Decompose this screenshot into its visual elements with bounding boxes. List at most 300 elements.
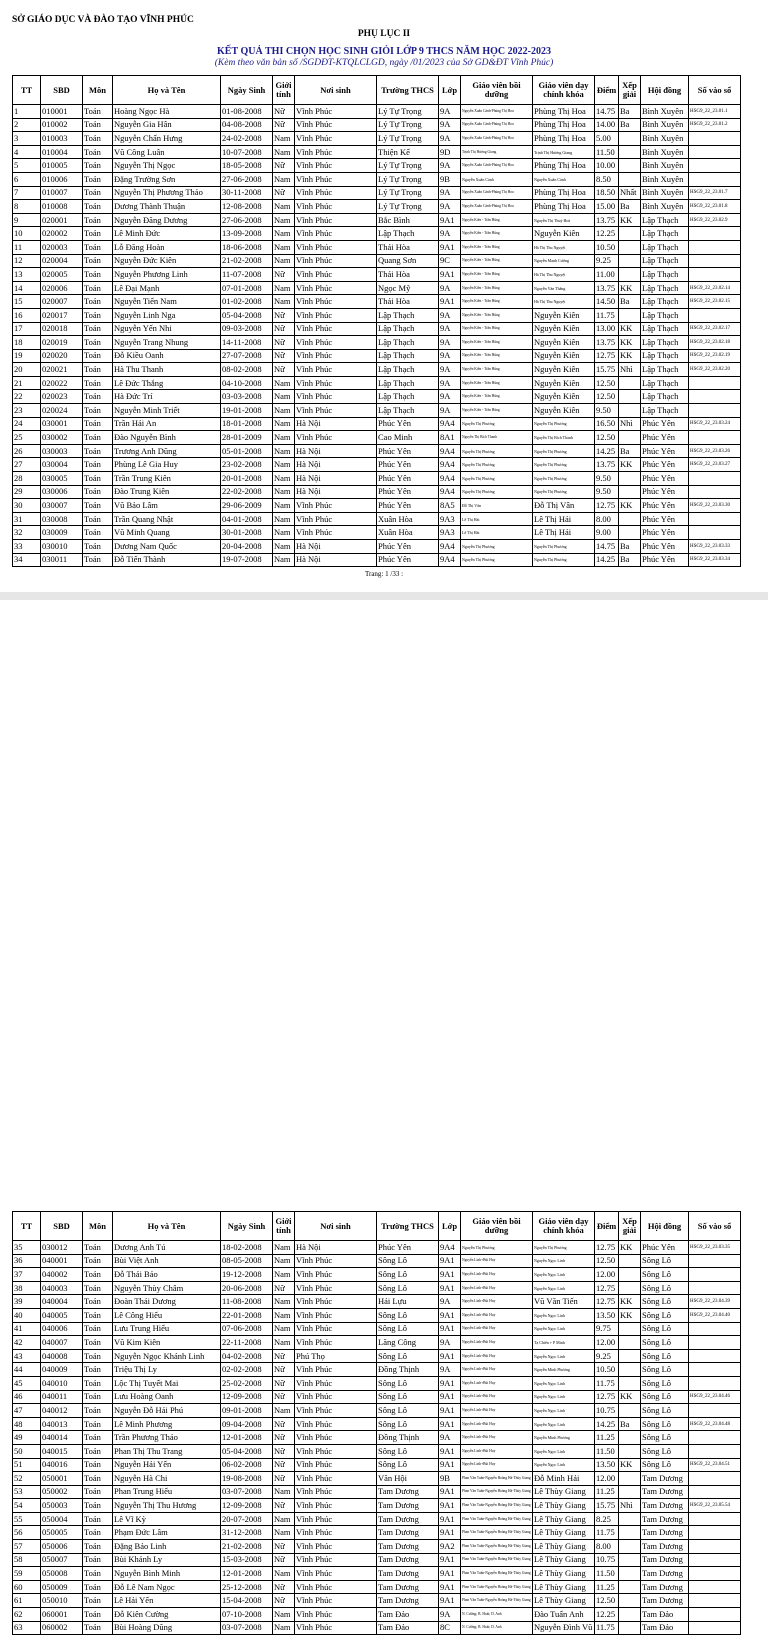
cell-sbd: 020007	[41, 295, 83, 309]
cell-school: Sông Lô	[377, 1268, 439, 1282]
cell-birth-date: 15-03-2008	[221, 1553, 273, 1567]
cell-birth-date: 18-06-2008	[221, 240, 273, 254]
cell-gender: Nữ	[273, 268, 295, 282]
cell-award: KK	[619, 1295, 641, 1309]
table-row	[13, 213, 741, 227]
cell-registry-number	[689, 308, 741, 322]
cell-council: Phúc Yên	[641, 485, 689, 499]
cell-subject: Toán	[83, 1472, 113, 1486]
cell-registry-number	[689, 512, 741, 526]
cell-council: Tam Dương	[641, 1553, 689, 1567]
cell-full-name: Trương Anh Dũng	[113, 444, 221, 458]
cell-sbd: 010008	[41, 200, 83, 214]
table-row	[13, 240, 741, 254]
cell-class: 8A5	[439, 499, 461, 513]
cell-award: Nhì	[619, 417, 641, 431]
cell-tt: 47	[13, 1404, 41, 1418]
cell-training-teacher: Nguyễn Kiên - Trần Hùng	[461, 268, 533, 282]
cell-tt: 38	[13, 1281, 41, 1295]
cell-score: 13.50	[595, 1308, 619, 1322]
cell-birthplace: Vĩnh Phúc	[295, 1621, 377, 1635]
cell-sbd: 030006	[41, 485, 83, 499]
cell-sbd: 030003	[41, 444, 83, 458]
cell-score: 15.75	[595, 1499, 619, 1513]
cell-score: 13.75	[595, 281, 619, 295]
cell-birthplace: Vĩnh Phúc	[295, 240, 377, 254]
cell-class: 9A1	[439, 1526, 461, 1540]
cell-school: Xuân Hòa	[377, 526, 439, 540]
cell-score: 9.50	[595, 485, 619, 499]
cell-score: 11.25	[595, 1431, 619, 1445]
cell-class: 9A1	[439, 1268, 461, 1282]
cell-award: KK	[619, 336, 641, 350]
cell-birth-date: 12-08-2008	[221, 200, 273, 214]
column-header-subject: Môn	[83, 76, 113, 105]
cell-birthplace: Vĩnh Phúc	[295, 1472, 377, 1486]
cell-council: Phúc Yên	[641, 540, 689, 554]
table-row	[13, 390, 741, 404]
cell-score: 14.25	[595, 444, 619, 458]
cell-birthplace: Vĩnh Phúc	[295, 1336, 377, 1350]
cell-birthplace: Vĩnh Phúc	[295, 1268, 377, 1282]
cell-council: Lập Thạch	[641, 376, 689, 390]
cell-class: 9A	[439, 200, 461, 214]
cell-gender: Nam	[273, 499, 295, 513]
cell-school: Sông Lô	[377, 1308, 439, 1322]
cell-sbd: 020005	[41, 268, 83, 282]
table-row	[13, 172, 741, 186]
cell-birth-date: 19-01-2008	[221, 404, 273, 418]
cell-registry-number: HSG9_22_23.02.18	[689, 336, 741, 350]
table-row	[13, 105, 741, 119]
cell-training-teacher: Nguyễn Thị Phương	[461, 1241, 533, 1255]
cell-training-teacher: Nguyễn Linh+Bùi Huy	[461, 1431, 533, 1445]
cell-gender: Nữ	[273, 336, 295, 350]
table-body	[13, 105, 741, 567]
cell-subject: Toán	[83, 295, 113, 309]
table-row	[13, 200, 741, 214]
cell-award	[619, 1254, 641, 1268]
cell-registry-number	[689, 1485, 741, 1499]
cell-award: KK	[619, 458, 641, 472]
cell-birthplace: Vĩnh Phúc	[295, 499, 377, 513]
table-body	[13, 1241, 741, 1635]
cell-training-teacher: Nguyễn Linh+Bùi Huy	[461, 1308, 533, 1322]
cell-main-teacher: Vũ Văn Tiến	[533, 1295, 595, 1309]
cell-gender: Nam	[273, 1322, 295, 1336]
cell-council: Lập Thạch	[641, 213, 689, 227]
cell-birthplace: Vĩnh Phúc	[295, 132, 377, 146]
cell-registry-number	[689, 1553, 741, 1567]
cell-school: Lập Thạch	[377, 376, 439, 390]
cell-school: Tam Dương	[377, 1526, 439, 1540]
cell-sbd: 050005	[41, 1526, 83, 1540]
cell-birth-date: 23-02-2008	[221, 458, 273, 472]
cell-gender: Nam	[273, 132, 295, 146]
document-title: KẾT QUẢ THI CHỌN HỌC SINH GIỎI LỚP 9 THCS NĂM HỌC 2022-2023	[217, 46, 551, 57]
cell-registry-number: HSG9_22_23.01.7	[689, 186, 741, 200]
cell-class: 9C	[439, 254, 461, 268]
cell-training-teacher: Nguyễn Kiên - Trần Hùng	[461, 240, 533, 254]
table-row	[13, 1281, 741, 1295]
cell-tt: 58	[13, 1553, 41, 1567]
cell-full-name: Lê Đại Mạnh	[113, 281, 221, 295]
cell-school: Sông Lô	[377, 1417, 439, 1431]
column-header-class: Lớp	[439, 1212, 461, 1241]
cell-full-name: Phạm Đức Lâm	[113, 1526, 221, 1540]
table-row	[13, 1254, 741, 1268]
cell-full-name: Triệu Thị Ly	[113, 1363, 221, 1377]
cell-sbd: 020001	[41, 213, 83, 227]
table-row	[13, 404, 741, 418]
cell-class: 9A1	[439, 1254, 461, 1268]
cell-school: Tam Đảo	[377, 1608, 439, 1622]
cell-training-teacher: Phan Văn Tuấn-Nguyễn Hoàng Hà-Thùy Giang	[461, 1594, 533, 1608]
cell-class: 9A4	[439, 444, 461, 458]
cell-class: 9A1	[439, 268, 461, 282]
cell-full-name: Trần Trung Kiên	[113, 472, 221, 486]
cell-birth-date: 01-08-2008	[221, 105, 273, 119]
cell-award	[619, 1540, 641, 1554]
cell-birth-date: 12-01-2008	[221, 1431, 273, 1445]
cell-birthplace: Vĩnh Phúc	[295, 1526, 377, 1540]
table-row	[13, 1444, 741, 1458]
cell-registry-number	[689, 431, 741, 445]
cell-award: Ba	[619, 444, 641, 458]
cell-school: Lý Tự Trọng	[377, 118, 439, 132]
cell-score: 8.50	[595, 172, 619, 186]
cell-council: Lập Thạch	[641, 404, 689, 418]
cell-award: KK	[619, 1308, 641, 1322]
cell-sbd: 060001	[41, 1608, 83, 1622]
cell-class: 8A1	[439, 431, 461, 445]
cell-full-name: Nguyễn Thị Phương Thảo	[113, 186, 221, 200]
cell-birth-date: 18-05-2008	[221, 159, 273, 173]
cell-full-name: Lỗ Đăng Hoàn	[113, 240, 221, 254]
cell-gender: Nữ	[273, 1472, 295, 1486]
cell-award	[619, 1485, 641, 1499]
cell-birthplace: Vĩnh Phúc	[295, 227, 377, 241]
cell-main-teacher: Nguyễn Ngọc Linh	[533, 1376, 595, 1390]
column-header-full-name: Họ và Tên	[113, 1212, 221, 1241]
cell-subject: Toán	[83, 1241, 113, 1255]
cell-sbd: 040011	[41, 1390, 83, 1404]
cell-birth-date: 03-07-2008	[221, 1621, 273, 1635]
column-header-training-teacher: Giáo viên bồi dưỡng	[461, 1212, 533, 1241]
cell-subject: Toán	[83, 1390, 113, 1404]
cell-class: 9A1	[439, 1322, 461, 1336]
cell-award: Nhất	[619, 186, 641, 200]
cell-subject: Toán	[83, 417, 113, 431]
cell-council: Sông Lô	[641, 1322, 689, 1336]
cell-council: Lập Thạch	[641, 390, 689, 404]
cell-award	[619, 172, 641, 186]
cell-birth-date: 02-02-2008	[221, 1363, 273, 1377]
cell-subject: Toán	[83, 553, 113, 567]
cell-class: 9A3	[439, 526, 461, 540]
cell-training-teacher: Nguyễn Linh+Bùi Huy	[461, 1417, 533, 1431]
cell-council: Lập Thạch	[641, 322, 689, 336]
cell-class: 9A1	[439, 1567, 461, 1581]
cell-main-teacher: Lê Thùy Giang	[533, 1567, 595, 1581]
cell-gender: Nữ	[273, 1540, 295, 1554]
cell-class: 9A	[439, 105, 461, 119]
cell-subject: Toán	[83, 1526, 113, 1540]
cell-gender: Nam	[273, 553, 295, 567]
cell-class: 9A4	[439, 1241, 461, 1255]
cell-gender: Nam	[273, 295, 295, 309]
cell-main-teacher: Đào Tuấn Anh	[533, 1608, 595, 1622]
cell-gender: Nữ	[273, 1431, 295, 1445]
cell-school: Tam Dương	[377, 1512, 439, 1526]
cell-full-name: Lộc Thị Tuyết Mai	[113, 1376, 221, 1390]
cell-birthplace: Hà Nội	[295, 1241, 377, 1255]
cell-full-name: Đỗ Tiến Thành	[113, 553, 221, 567]
cell-birth-date: 25-02-2008	[221, 1376, 273, 1390]
cell-main-teacher: Nguyễn Ngọc Linh	[533, 1308, 595, 1322]
cell-registry-number	[689, 1376, 741, 1390]
cell-sbd: 030002	[41, 431, 83, 445]
cell-birth-date: 04-08-2008	[221, 118, 273, 132]
cell-council: Lập Thạch	[641, 281, 689, 295]
cell-full-name: Đào Nguyễn Bình	[113, 431, 221, 445]
cell-class: 9A4	[439, 553, 461, 567]
cell-council: Sông Lô	[641, 1349, 689, 1363]
cell-full-name: Dương Nam Quốc	[113, 540, 221, 554]
cell-class: 9A	[439, 336, 461, 350]
cell-sbd: 050009	[41, 1580, 83, 1594]
cell-award: KK	[619, 281, 641, 295]
cell-birthplace: Vĩnh Phúc	[295, 1376, 377, 1390]
cell-score: 12.00	[595, 1268, 619, 1282]
cell-registry-number	[689, 1512, 741, 1526]
cell-sbd: 040004	[41, 1295, 83, 1309]
cell-tt: 55	[13, 1512, 41, 1526]
cell-subject: Toán	[83, 200, 113, 214]
cell-training-teacher: Phan Văn Tuấn-Nguyễn Hoàng Hà-Thùy Giang	[461, 1485, 533, 1499]
cell-main-teacher: Phùng Thị Hoa	[533, 200, 595, 214]
table-row	[13, 1295, 741, 1309]
cell-gender: Nam	[273, 200, 295, 214]
cell-full-name: Lưu Trung Hiếu	[113, 1322, 221, 1336]
cell-sbd: 050003	[41, 1499, 83, 1513]
cell-registry-number: HSG9_22_23.03.34	[689, 553, 741, 567]
cell-school: Thái Hòa	[377, 295, 439, 309]
cell-class: 9A4	[439, 540, 461, 554]
cell-tt: 35	[13, 1241, 41, 1255]
column-header-birthplace: Nơi sinh	[295, 1212, 377, 1241]
cell-council: Sông Lô	[641, 1254, 689, 1268]
table-row	[13, 444, 741, 458]
cell-main-teacher: Nguyễn Ngọc Linh	[533, 1458, 595, 1472]
cell-training-teacher: Nguyễn Thị Phương	[461, 458, 533, 472]
column-header-main-teacher: Giáo viên dạy chính khóa	[533, 76, 595, 105]
cell-score: 8.00	[595, 1540, 619, 1554]
cell-council: Phúc Yên	[641, 458, 689, 472]
cell-class: 9A1	[439, 1404, 461, 1418]
cell-subject: Toán	[83, 1499, 113, 1513]
cell-school: Cao Minh	[377, 431, 439, 445]
cell-gender: Nam	[273, 1268, 295, 1282]
cell-council: Lập Thạch	[641, 254, 689, 268]
cell-birth-date: 27-06-2008	[221, 172, 273, 186]
cell-birthplace: Vĩnh Phúc	[295, 105, 377, 119]
cell-award	[619, 1363, 641, 1377]
cell-award: KK	[619, 499, 641, 513]
cell-training-teacher: Nguyễn Kiên - Trần Hùng	[461, 322, 533, 336]
cell-training-teacher: Phan Văn Tuấn-Nguyễn Hoàng Hà-Thùy Giang	[461, 1540, 533, 1554]
cell-school: Sông Lô	[377, 1322, 439, 1336]
cell-tt: 63	[13, 1621, 41, 1635]
cell-birthplace: Hà Nội	[295, 458, 377, 472]
cell-subject: Toán	[83, 1567, 113, 1581]
cell-award	[619, 1281, 641, 1295]
table-row	[13, 499, 741, 513]
cell-subject: Toán	[83, 1580, 113, 1594]
cell-council: Lập Thạch	[641, 240, 689, 254]
cell-sbd: 030005	[41, 472, 83, 486]
cell-birthplace: Vĩnh Phúc	[295, 1390, 377, 1404]
cell-full-name: Dương Thành Thuận	[113, 200, 221, 214]
cell-class: 9A	[439, 118, 461, 132]
cell-class: 9A	[439, 132, 461, 146]
cell-birthplace: Vĩnh Phúc	[295, 186, 377, 200]
cell-birthplace: Vĩnh Phúc	[295, 1485, 377, 1499]
cell-gender: Nam	[273, 540, 295, 554]
cell-score: 12.25	[595, 1608, 619, 1622]
cell-gender: Nam	[273, 1608, 295, 1622]
cell-score: 14.50	[595, 295, 619, 309]
cell-birthplace: Vĩnh Phúc	[295, 254, 377, 268]
cell-full-name: Vũ Kim Kiên	[113, 1336, 221, 1350]
cell-sbd: 020003	[41, 240, 83, 254]
cell-birth-date: 30-01-2008	[221, 526, 273, 540]
cell-sbd: 010004	[41, 145, 83, 159]
cell-school: Phúc Yên	[377, 1241, 439, 1255]
cell-class: 9D	[439, 145, 461, 159]
cell-training-teacher: Nguyễn Kiên - Trần Hùng	[461, 295, 533, 309]
cell-tt: 61	[13, 1594, 41, 1608]
cell-birth-date: 19-08-2008	[221, 1472, 273, 1486]
cell-score: 12.25	[595, 227, 619, 241]
cell-sbd: 040015	[41, 1444, 83, 1458]
cell-birth-date: 18-02-2008	[221, 1241, 273, 1255]
column-header-class: Lớp	[439, 76, 461, 105]
cell-council: Bình Xuyên	[641, 132, 689, 146]
cell-class: 9A1	[439, 1499, 461, 1513]
cell-score: 9.25	[595, 254, 619, 268]
cell-council: Phúc Yên	[641, 417, 689, 431]
cell-tt: 57	[13, 1540, 41, 1554]
cell-council: Sông Lô	[641, 1404, 689, 1418]
column-header-training-teacher: Giáo viên bồi dưỡng	[461, 76, 533, 105]
cell-main-teacher: Hà Thị Thu Nguyệt	[533, 240, 595, 254]
cell-subject: Toán	[83, 281, 113, 295]
cell-score: 14.75	[595, 105, 619, 119]
cell-training-teacher: Nguyễn Xuân Cảnh-Phùng Thị Hoa	[461, 186, 533, 200]
cell-full-name: Đỗ Thái Bảo	[113, 1268, 221, 1282]
cell-training-teacher: Nguyễn Linh+Bùi Huy	[461, 1268, 533, 1282]
cell-award	[619, 1608, 641, 1622]
cell-full-name: Bùi Việt Anh	[113, 1254, 221, 1268]
cell-subject: Toán	[83, 227, 113, 241]
cell-training-teacher: Nguyễn Linh+Bùi Huy	[461, 1458, 533, 1472]
cell-birth-date: 05-01-2008	[221, 444, 273, 458]
cell-school: Lý Tự Trọng	[377, 159, 439, 173]
cell-gender: Nam	[273, 145, 295, 159]
table-row	[13, 118, 741, 132]
cell-subject: Toán	[83, 1281, 113, 1295]
cell-class: 9A4	[439, 485, 461, 499]
cell-school: Phúc Yên	[377, 417, 439, 431]
cell-main-teacher: Nguyễn Thị Phương	[533, 1241, 595, 1255]
cell-award: Ba	[619, 540, 641, 554]
cell-score: 15.00	[595, 200, 619, 214]
cell-full-name: Phan Thị Thu Trang	[113, 1444, 221, 1458]
table-row	[13, 485, 741, 499]
cell-council: Sông Lô	[641, 1281, 689, 1295]
cell-class: 9A	[439, 159, 461, 173]
cell-council: Lập Thạch	[641, 295, 689, 309]
cell-training-teacher: Nguyễn Kiên - Trần Hùng	[461, 254, 533, 268]
document-page-2	[0, 600, 768, 1633]
cell-birthplace: Vĩnh Phúc	[295, 1580, 377, 1594]
cell-class: 9A1	[439, 1390, 461, 1404]
cell-gender: Nam	[273, 1526, 295, 1540]
cell-registry-number	[689, 227, 741, 241]
cell-registry-number: HSG9_22_23.02.20	[689, 363, 741, 377]
cell-council: Sông Lô	[641, 1363, 689, 1377]
column-header-main-teacher: Giáo viên dạy chính khóa	[533, 1212, 595, 1241]
cell-award	[619, 1404, 641, 1418]
column-header-birth-date: Ngày Sinh	[221, 76, 273, 105]
cell-training-teacher: Nguyễn Thị Phương	[461, 417, 533, 431]
cell-registry-number	[689, 1349, 741, 1363]
cell-registry-number: HSG9_22_23.04.51	[689, 1458, 741, 1472]
cell-subject: Toán	[83, 118, 113, 132]
cell-council: Sông Lô	[641, 1417, 689, 1431]
cell-main-teacher: Nguyễn Ngọc Linh	[533, 1417, 595, 1431]
cell-training-teacher: Phan Văn Tuấn-Nguyễn Hoàng Hà-Thùy Giang	[461, 1567, 533, 1581]
cell-birth-date: 18-01-2008	[221, 417, 273, 431]
cell-main-teacher: Lê Thùy Giang	[533, 1553, 595, 1567]
cell-subject: Toán	[83, 376, 113, 390]
cell-training-teacher: Nguyễn Thị Phương	[461, 485, 533, 499]
table-row	[13, 1308, 741, 1322]
cell-subject: Toán	[83, 1485, 113, 1499]
cell-council: Tam Dương	[641, 1540, 689, 1554]
cell-council: Sông Lô	[641, 1458, 689, 1472]
cell-award	[619, 1526, 641, 1540]
cell-school: Lý Tự Trọng	[377, 132, 439, 146]
cell-full-name: Phan Trung Hiếu	[113, 1485, 221, 1499]
cell-award	[619, 1472, 641, 1486]
cell-class: 9A1	[439, 1376, 461, 1390]
document-page-1	[0, 0, 768, 592]
cell-subject: Toán	[83, 240, 113, 254]
cell-subject: Toán	[83, 159, 113, 173]
cell-gender: Nam	[273, 1295, 295, 1309]
cell-tt: 44	[13, 1363, 41, 1377]
cell-score: 11.75	[595, 1376, 619, 1390]
cell-sbd: 040008	[41, 1349, 83, 1363]
cell-registry-number	[689, 1363, 741, 1377]
cell-score: 12.75	[595, 1281, 619, 1295]
cell-subject: Toán	[83, 526, 113, 540]
cell-main-teacher: Nguyễn Kiên	[533, 322, 595, 336]
cell-sbd: 040010	[41, 1376, 83, 1390]
cell-class: 9A4	[439, 472, 461, 486]
